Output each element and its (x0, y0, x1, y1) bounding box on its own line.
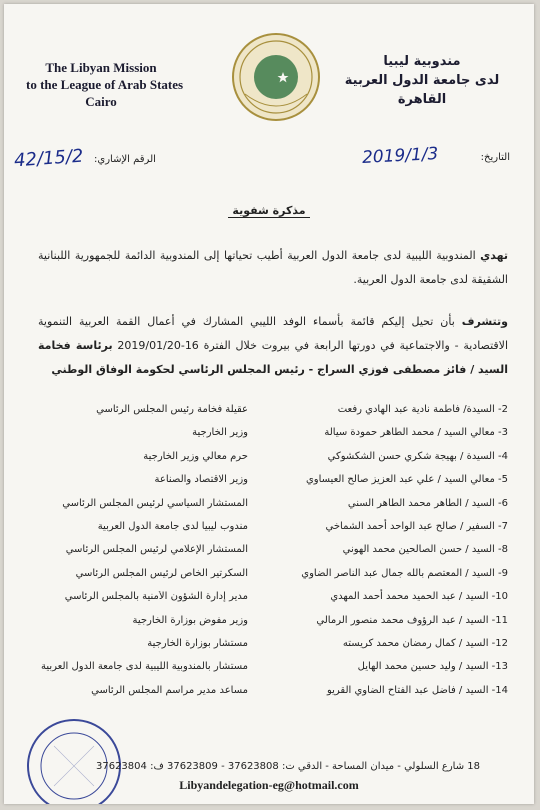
member-role: المستشار السياسي لرئيس المجلس الرئاسي (62, 497, 248, 509)
english-letterhead-line-1: The Libyan Mission (45, 60, 157, 75)
member-name: 5- معالي السيد / علي عبد العزيز صالح العيساوي (305, 474, 508, 486)
letterhead-footer (4, 759, 534, 799)
government-seal-emblem (231, 32, 321, 122)
member-role: مساعد مدير مراسم المجلس الرئاسي (91, 684, 248, 696)
member-role: مستشار بالمندوبية الليبية لدى جامعة الدول العربية (40, 661, 248, 673)
paragraph-greeting-text: المندوبية الليبية لدى جامعة الدول العربية أطيب تحياتها إلى المندوبية الدائمة للجمهورية اللبنانية الشقيقة لدى جامعة الدول العربية. (38, 249, 508, 286)
delegation-row (28, 591, 508, 614)
member-name: 10- السيد / عبد الحميد محمد أحمد المهدي (330, 591, 508, 603)
member-name: 6- السيد / الطاهر محمد الطاهر السني (347, 497, 508, 509)
member-role: المستشار الإعلامي لرئيس المجلس الرئاسي (65, 544, 248, 556)
member-role: وزير مفوض بوزارة الخارجية (132, 614, 248, 626)
member-name: 2- السيدة/ فاطمة نادية عبد الهادي رفعت (337, 404, 508, 415)
member-role: وزير الخارجية (192, 427, 248, 439)
member-role: حرم معالي وزير الخارجية (143, 450, 248, 462)
document-title: مذكرة شفوية (4, 204, 534, 217)
delegation-row (28, 404, 508, 427)
member-name: 8- السيد / حسن الصالحين محمد الهوني (342, 544, 508, 556)
delegation-row (28, 427, 508, 450)
delegation-row (28, 685, 508, 708)
paragraph-delegation-head: برئاسة فخامة السيد / فائز مصطفى فوزي السراج - رئيس المجلس الرئاسي لحكومة الوفاق الوطني (38, 339, 508, 376)
reference-date-row (4, 144, 534, 180)
delegation-row (28, 661, 508, 684)
paragraph-delegation-lead: وتتشرف (461, 315, 508, 328)
delegation-row (28, 498, 508, 521)
member-name: 11- السيد / عبد الرؤوف محمد منصور الرمالي (316, 614, 508, 626)
member-name: 14- السيد / فاضل عبد الفتاح الضاوي القريو (326, 684, 508, 696)
date-label: التاريخ: (480, 152, 510, 163)
english-letterhead-line-2: to the League of Arab States (26, 77, 184, 92)
english-letterhead-line-3: Cairo (85, 94, 117, 109)
handwritten-reference-number: 42/15/2 (13, 145, 85, 172)
arabic-letterhead-line-1: مندوبية ليبيا (383, 54, 461, 69)
delegation-row (28, 451, 508, 474)
document-page (4, 4, 534, 804)
member-role: السكرتير الخاص لرئيس المجلس الرئاسي (75, 567, 248, 579)
delegation-row (28, 615, 508, 638)
delegation-row (28, 638, 508, 661)
member-role: مندوب ليبيا لدى جامعة الدول العربية (97, 520, 248, 532)
footer-email: Libyandelegation-eg@hotmail.com (179, 778, 359, 792)
paragraph-greeting (38, 244, 508, 292)
delegation-row (28, 568, 508, 591)
footer-address: 18 شارع السلولي - ميدان المساحة - الدقي ت: 37623808 - 37623809 ف: 37623804 (95, 761, 480, 772)
delegation-row (28, 521, 508, 544)
member-name: 3- معالي السيد / محمد الطاهر حمودة سيالة (324, 427, 508, 439)
member-name: 12- السيد / كمال رمضان محمد كريسته (342, 637, 508, 649)
english-letterhead (26, 59, 184, 110)
arabic-letterhead-line-3: القاهرة (397, 92, 447, 107)
member-role: مدير إدارة الشؤون الأمنية بالمجلس الرئاسي (64, 591, 248, 603)
member-role: عقيلة فخامة رئيس المجلس الرئاسي (96, 404, 248, 415)
delegation-row (28, 544, 508, 567)
delegation-row (28, 474, 508, 497)
member-name: 9- السيد / المعتصم بالله جمال عبد الناصر الضاوي (301, 567, 508, 579)
arabic-letterhead-line-2: لدى جامعة الدول العربية (344, 73, 500, 88)
paragraph-delegation (38, 310, 508, 382)
delegation-list (28, 404, 508, 708)
arabic-letterhead (342, 52, 502, 109)
member-name: 13- السيد / وليد حسين محمد الهايل (357, 661, 508, 673)
reference-number-label: الرقم الإشاري: (94, 154, 156, 165)
paragraph-greeting-lead: تهدي (480, 249, 508, 262)
member-name: 4- السيدة / بهيجة شكري حسن الشكشوكي (327, 450, 508, 462)
member-role: وزير الاقتصاد والصناعة (154, 474, 248, 486)
paragraph-delegation-text: بأن تحيل إليكم قائمة بأسماء الوفد الليبي المشارك في أعمال القمة العربية التنموية الاقتصادية - والاجتماعية في دورتها الرابعة في بيروت خلال الفترة 16-2019/01/20 (38, 315, 508, 352)
handwritten-date: 2019/1/3 (361, 144, 439, 168)
member-role: مستشار بوزارة الخارجية (147, 637, 248, 649)
member-name: 7- السفير / صالح عبد الواحد أحمد الشماخي (325, 520, 508, 532)
